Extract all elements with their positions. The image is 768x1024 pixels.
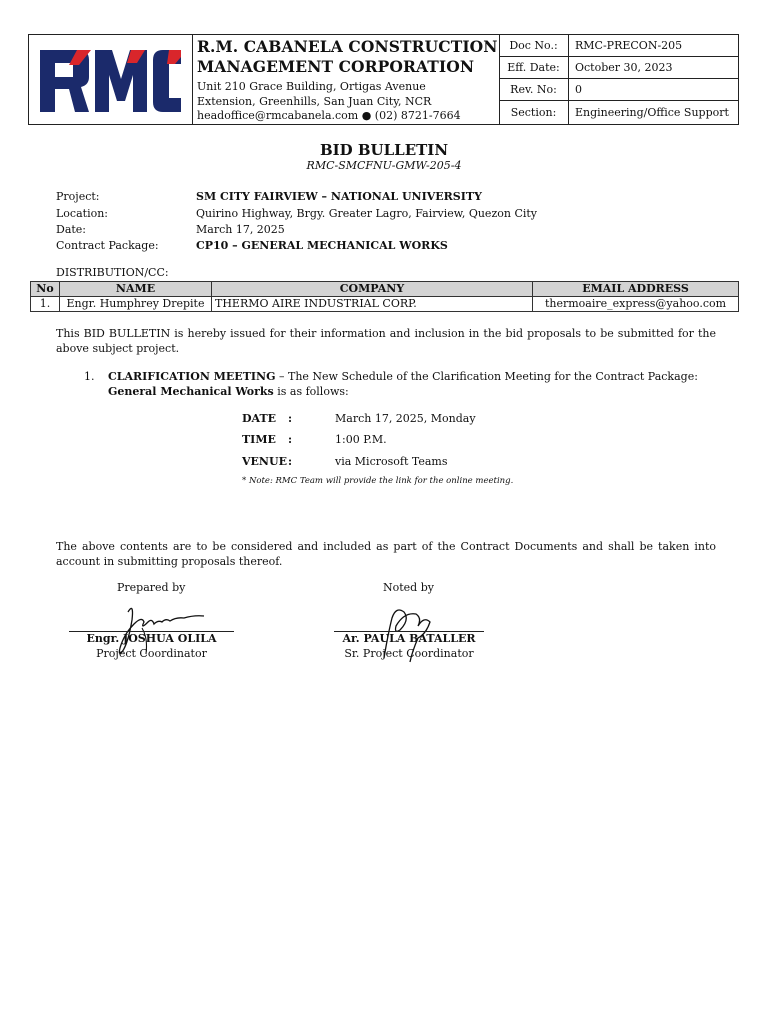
meta-row-section — [499, 101, 739, 124]
meta-label: Doc No.: — [499, 35, 569, 57]
schedule-sep: : — [288, 412, 293, 425]
cell-no: 1. — [31, 297, 60, 312]
meta-row-rev-no — [499, 79, 739, 101]
meta-value: RMC-PRECON-205 — [575, 39, 683, 52]
column-header: No — [31, 282, 60, 297]
schedule-time — [242, 433, 387, 446]
company-name-line1: R.M. CABANELA CONSTRUCTION — [197, 37, 498, 56]
company-address — [197, 80, 461, 124]
schedule-label — [242, 455, 314, 468]
contract-package-value: CP10 – GENERAL MECHANICAL WORKS — [196, 239, 448, 252]
item-number: 1. — [84, 370, 95, 383]
date-value: March 17, 2025 — [196, 223, 285, 236]
cell-email[interactable]: thermoaire_express@yahoo.com — [533, 297, 739, 312]
schedule-label — [242, 433, 314, 446]
table-row — [31, 297, 739, 312]
document-header — [28, 34, 739, 125]
noted-by-name: Ar. PAULA BATALLER — [342, 632, 476, 645]
item-title: CLARIFICATION MEETING — [108, 370, 276, 383]
schedule-value: 1:00 P.M. — [335, 433, 387, 446]
schedule-date — [242, 412, 476, 425]
item-text2: is as follows: — [273, 385, 349, 398]
cell-company: THERMO AIRE INDUSTRIAL CORP. — [212, 297, 533, 312]
address-line2: Extension, Greenhills, San Juan City, NCR — [197, 94, 432, 108]
meta-value: Engineering/Office Support — [575, 106, 729, 119]
distribution-table — [30, 281, 739, 312]
schedule-label-text: DATE — [242, 412, 277, 425]
schedule-sep: : — [288, 433, 293, 446]
project-label: Project: — [56, 190, 100, 203]
document-meta — [499, 35, 739, 124]
address-line1: Unit 210 Grace Building, Ortigas Avenue — [197, 80, 426, 93]
company-name-line2: MANAGEMENT CORPORATION — [197, 57, 475, 76]
cell-name: Engr. Humphrey Drepite — [60, 297, 212, 312]
document-title: BID BULLETIN — [319, 141, 449, 159]
company-info — [193, 35, 500, 124]
noted-by-role: Sr. Project Coordinator — [344, 647, 474, 660]
column-header: COMPANY — [212, 282, 533, 297]
intro-paragraph: This BID BULLETIN is hereby issued for their information and inclusion in the bid proposals to be submitted for the above subject project. — [56, 327, 716, 355]
meta-row-eff-date — [499, 57, 739, 79]
prepared-by-label: Prepared by — [117, 581, 186, 594]
column-header: NAME — [60, 282, 212, 297]
location-label: Location: — [56, 207, 108, 220]
closing-paragraph: The above contents are to be considered and included as part of the Contract Documents and shall be taken into account in submitting proposals thereof. — [56, 540, 716, 568]
contact-line: headoffice@rmcabanela.com ● (02) 8721-7664 — [197, 109, 461, 122]
column-header: EMAIL ADDRESS — [533, 282, 739, 297]
schedule-label — [242, 412, 314, 425]
prepared-by-role: Project Coordinator — [96, 647, 207, 660]
item-paragraph — [108, 369, 708, 399]
contract-package-label: Contract Package: — [56, 239, 159, 252]
schedule-venue — [242, 455, 448, 468]
logo-cell — [29, 35, 193, 124]
prepared-by-name: Engr. JOSHUA OLILA — [86, 632, 217, 645]
schedule-value: via Microsoft Teams — [335, 455, 448, 468]
noted-by-label: Noted by — [383, 581, 434, 594]
location-value: Quirino Highway, Brgy. Greater Lagro, Fairview, Quezon City — [196, 207, 538, 220]
meta-label: Section: — [499, 101, 569, 124]
item-text: – The New Schedule of the Clarification Meeting for the Contract Package: — [275, 370, 698, 383]
document-reference: RMC-SMCFNU-GMW-205-4 — [306, 159, 462, 172]
meta-label: Eff. Date: — [499, 57, 569, 79]
schedule-note: * Note: RMC Team will provide the link for the online meeting. — [242, 476, 514, 486]
meta-value: 0 — [575, 83, 582, 96]
table-header-row — [31, 282, 739, 297]
schedule-value: March 17, 2025, Monday — [335, 412, 476, 425]
meta-label: Rev. No: — [499, 79, 569, 101]
schedule-label-text: VENUE — [242, 455, 287, 468]
distribution-label: DISTRIBUTION/CC: — [56, 266, 169, 279]
company-logo — [29, 35, 192, 124]
meta-row-doc-no — [499, 35, 739, 57]
date-label: Date: — [56, 223, 87, 236]
item-bold-package: General Mechanical Works — [108, 385, 274, 398]
project-value: SM CITY FAIRVIEW – NATIONAL UNIVERSITY — [196, 190, 482, 203]
company-name — [197, 37, 498, 77]
meta-value: October 30, 2023 — [575, 61, 673, 74]
schedule-label-text: TIME — [242, 433, 276, 446]
schedule-sep: : — [288, 455, 293, 468]
